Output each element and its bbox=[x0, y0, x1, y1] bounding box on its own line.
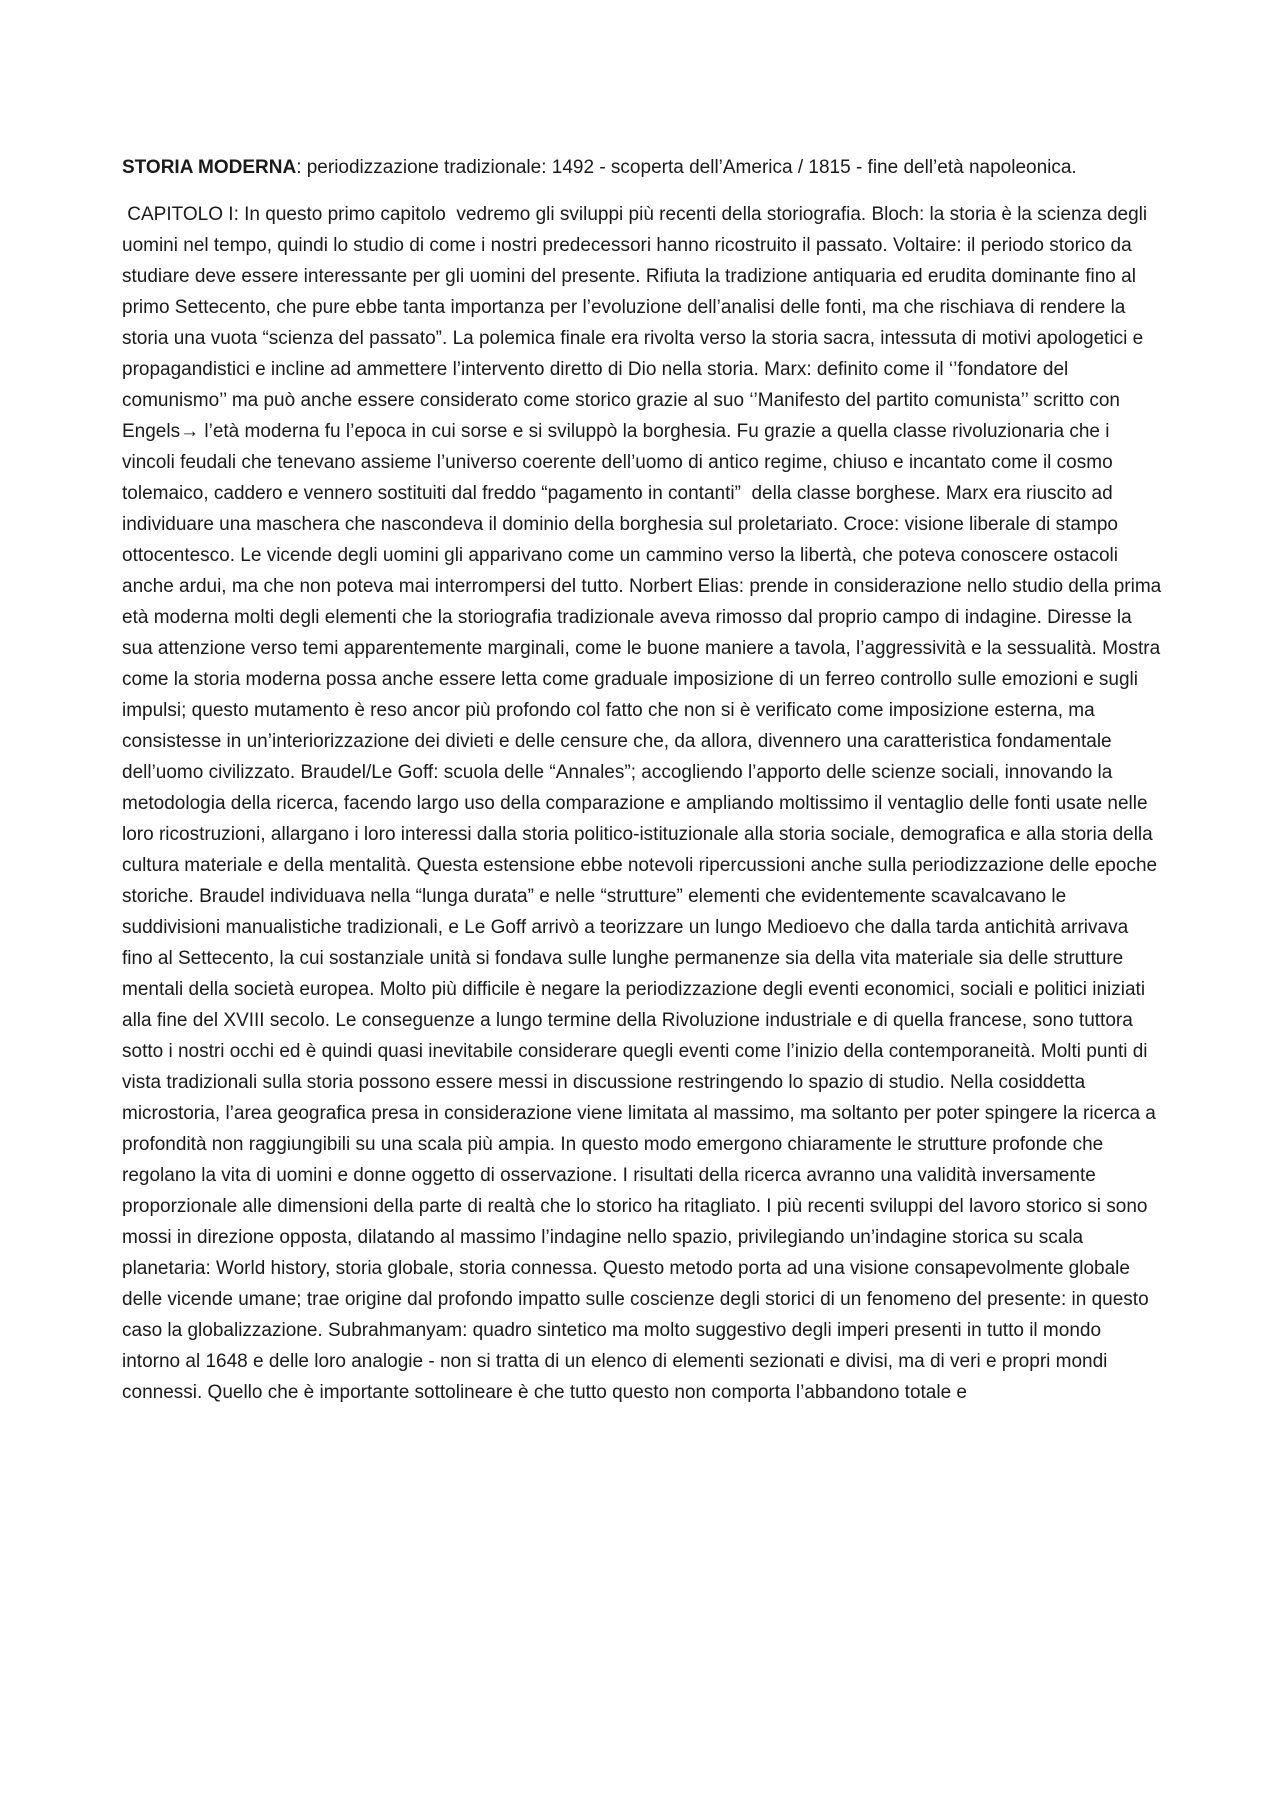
chapter-paragraph: CAPITOLO I: In questo primo capitolo vedremo gli sviluppi più recenti della storiografia. Bloch: la storia è la scienza degli uomini nel tempo, quindi lo studio di come i nostri predecessori hanno ricostruito il passato. Voltaire: il periodo storico da studiare deve essere interessante per gli uomini del presente. Rifiuta la tradizione antiquaria ed erudita dominante fino al primo Settecento, che pure ebbe tanta importanza per l’evoluzione dell’analisi delle fonti, ma che rischiava di rendere la storia una vuota “scienza del passato”. La polemica finale era rivolta verso la storia sacra, intessuta di motivi apologetici e propagandistici e incline ad ammettere l’intervento diretto di Dio nella storia. Marx: definito come il ‘’fondatore del comunismo’’ ma può anche essere considerato come storico grazie al suo ‘’Manifesto del partito comunista’’ scritto con Engels→ l’età moderna fu l’epoca in cui sorse e si sviluppò la borghesia. Fu grazie a quella classe rivoluzionaria che i vincoli feudali che tenevano assieme l’universo coerente dell’uomo di antico regime, chiuso e incantato come il cosmo tolemaico, caddero e vennero sostituiti dal freddo “pagamento in contanti” della classe borghese. Marx era riuscito ad individuare una maschera che nascondeva il dominio della borghesia sul proletariato. Croce: visione liberale di stampo ottocentesco. Le vicende degli uomini gli apparivano come un cammino verso la libertà, che poteva conoscere ostacoli anche ardui, ma che non poteva mai interrompersi del tutto. Norbert Elias: prende in considerazione nello studio della prima età moderna molti degli elementi che la storiografia tradizionale aveva rimosso dal proprio campo di indagine. Diresse la sua attenzione verso temi apparentemente marginali, come le buone maniere a tavola, l’aggressività e la sessualità. Mostra come la storia moderna possa anche essere letta come graduale imposizione di un ferreo controllo sulle emozioni e sugli impulsi; questo mutamento è reso ancor più profondo col fatto che non si è verificato come imposizione esterna, ma consistesse in un’interiorizzazione dei divieti e delle censure che, da allora, divennero una caratteristica fondamentale dell’uomo civilizzato. Braudel/Le Goff: scuola delle “Annales”; accogliendo l’apporto delle scienze sociali, innovando la metodologia della ricerca, facendo largo uso della comparazione e ampliando moltissimo il ventaglio delle fonti usate nelle loro ricostruzioni, allargano i loro interessi dalla storia politico-istituzionale alla storia sociale, demografica e alla storia della cultura materiale e della mentalità. Questa estensione ebbe notevoli ripercussioni anche sulla periodizzazione delle epoche storiche. Braudel individuava nella “lunga durata” e nelle “strutture” elementi che evidentemente scavalcavano le suddivisioni manualistiche tradizionali, e Le Goff arrivò a teorizzare un lungo Medioevo che dalla tarda antichità arrivava fino al Settecento, la cui sostanziale unità si fondava sulle lunghe permanenze sia della vita materiale sia delle strutture mentali della società europea. Molto più difficile è negare la periodizzazione degli eventi economici, sociali e politici iniziati alla fine del XVIII secolo. Le conseguenze a lungo termine della Rivoluzione industriale e di quella francese, sono tuttora sotto i nostri occhi ed è quindi quasi inevitabile considerare quegli eventi come l’inizio della contemporaneità. Molti punti di vista tradizionali sulla storia possono essere messi in discussione restringendo lo spazio di studio. Nella cosiddetta microstoria, l’area geografica presa in considerazione viene limitata al massimo, ma soltanto per poter spingere la ricerca a profondità non raggiungibili su una scala più ampia. In questo modo emergono chiaramente le strutture profonde che regolano la vita di uomini e donne oggetto di osservazione. I risultati della ricerca avranno una validità inversamente proporzionale alle dimensioni della parte di realtà che lo storico ha ritagliato. I più recenti sviluppi del lavoro storico si sono mossi in direzione opposta, dilatando al massimo l’indagine nello spazio, privilegiando un’indagine storica su scala planetaria: World history, storia globale, storia connessa. Questo metodo porta ad una visione consapevolmente globale delle vicende umane; trae origine dal profondo impatto sulle coscienze degli storici di un fenomeno del presente: in questo caso la globalizzazione. Subrahmanyam: quadro sintetico ma molto suggestivo degli imperi presenti in tutto il mondo intorno al 1648 e delle loro analogie - non si tratta di un elenco di elementi sezionati e divisi, ma di veri e propri mondi connessi. Quello che è importante sottolineare è che tutto questo non comporta l’abbandono totale e bbox=[122, 204, 1167, 1403]
heading-paragraph bbox=[122, 152, 1164, 183]
heading-periodization: : periodizzazione tradizionale: 1492 - scoperta dell’America / 1815 - fine dell’età napoleonica. bbox=[296, 157, 1077, 178]
heading-title: STORIA MODERNA bbox=[122, 157, 297, 178]
document-body bbox=[122, 152, 1167, 1408]
